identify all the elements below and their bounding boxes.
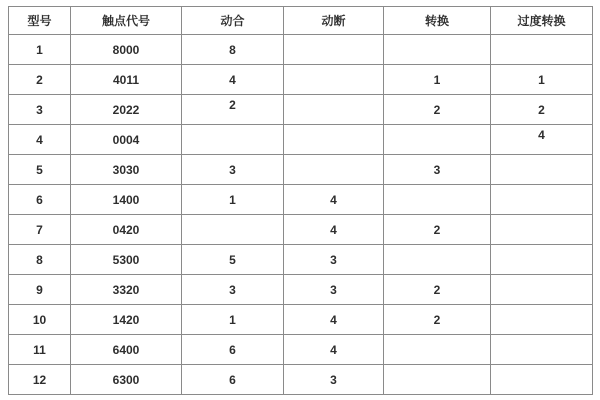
- table-cell: 11: [9, 335, 71, 365]
- table-cell: [284, 155, 384, 185]
- table-cell: 4: [284, 305, 384, 335]
- table-cell: 1: [9, 35, 71, 65]
- table-cell: 5: [182, 245, 284, 275]
- table-row: [9, 275, 593, 305]
- table-cell: 4: [284, 185, 384, 215]
- table-cell: 2: [384, 275, 491, 305]
- table-cell: 8: [182, 35, 284, 65]
- table-cell: 7: [9, 215, 71, 245]
- table-row: [9, 185, 593, 215]
- table-cell: 2: [384, 305, 491, 335]
- table-cell: [182, 125, 284, 155]
- table-cell: [491, 275, 593, 305]
- table-row: [9, 215, 593, 245]
- table-cell: [284, 125, 384, 155]
- table-cell: 3: [384, 155, 491, 185]
- table-cell: [384, 335, 491, 365]
- table-cell: 3: [284, 365, 384, 395]
- table-cell: [491, 155, 593, 185]
- table-cell: 1: [384, 65, 491, 95]
- table-cell: 2: [384, 215, 491, 245]
- table-cell: 9: [9, 275, 71, 305]
- header-model: 型号: [9, 7, 71, 35]
- table-cell: [384, 245, 491, 275]
- table-cell: [384, 35, 491, 65]
- table-cell: 10: [9, 305, 71, 335]
- table-cell: 0420: [71, 215, 182, 245]
- table-row: [9, 335, 593, 365]
- table-cell: [182, 215, 284, 245]
- table-body: [9, 35, 593, 395]
- table-cell: 5: [9, 155, 71, 185]
- table-cell: 0004: [71, 125, 182, 155]
- table-cell: 6300: [71, 365, 182, 395]
- table-cell: [491, 35, 593, 65]
- table-row: [9, 305, 593, 335]
- header-changeover: 转换: [384, 7, 491, 35]
- contact-table-container: [8, 6, 593, 395]
- table-cell: [284, 95, 384, 125]
- header-row: [9, 7, 593, 35]
- table-row: [9, 95, 593, 125]
- table-cell: 3320: [71, 275, 182, 305]
- table-cell: [491, 185, 593, 215]
- table-cell: 1: [182, 185, 284, 215]
- header-normally-closed: 动断: [284, 7, 384, 35]
- table-cell: [284, 65, 384, 95]
- table-row: [9, 365, 593, 395]
- table-cell: 1: [491, 65, 593, 95]
- header-normally-open: 动合: [182, 7, 284, 35]
- table-cell: 2: [9, 65, 71, 95]
- table-cell: [491, 305, 593, 335]
- table-cell: 4: [9, 125, 71, 155]
- table-row: [9, 245, 593, 275]
- table-cell: [284, 35, 384, 65]
- table-header: [9, 7, 593, 35]
- table-cell: 3: [9, 95, 71, 125]
- table-cell: 4: [491, 125, 593, 155]
- table-row: [9, 125, 593, 155]
- table-cell: 3: [284, 245, 384, 275]
- table-cell: 3: [182, 155, 284, 185]
- table-cell: 3: [284, 275, 384, 305]
- table-cell: [384, 185, 491, 215]
- header-transition-changeover: 过度转换: [491, 7, 593, 35]
- table-cell: [384, 365, 491, 395]
- table-cell: 8000: [71, 35, 182, 65]
- table-cell: 5300: [71, 245, 182, 275]
- table-cell: 6: [182, 335, 284, 365]
- table-cell: 2: [182, 95, 284, 125]
- table-cell: 6: [9, 185, 71, 215]
- table-cell: 4: [284, 335, 384, 365]
- table-cell: 3030: [71, 155, 182, 185]
- table-cell: 4: [284, 215, 384, 245]
- table-row: [9, 155, 593, 185]
- table-cell: 2: [384, 95, 491, 125]
- table-cell: 1: [182, 305, 284, 335]
- header-contact-code: 触点代号: [71, 7, 182, 35]
- table-cell: 2: [491, 95, 593, 125]
- table-cell: 12: [9, 365, 71, 395]
- table-row: [9, 35, 593, 65]
- contact-spec-table: [8, 6, 593, 395]
- table-cell: 1400: [71, 185, 182, 215]
- table-cell: 6: [182, 365, 284, 395]
- table-cell: [491, 335, 593, 365]
- table-row: [9, 65, 593, 95]
- table-cell: [491, 215, 593, 245]
- table-cell: 3: [182, 275, 284, 305]
- table-cell: 2022: [71, 95, 182, 125]
- table-cell: 4: [182, 65, 284, 95]
- table-cell: 4011: [71, 65, 182, 95]
- table-cell: [491, 365, 593, 395]
- table-cell: [384, 125, 491, 155]
- table-cell: 8: [9, 245, 71, 275]
- table-cell: [491, 245, 593, 275]
- table-cell: 1420: [71, 305, 182, 335]
- table-cell: 6400: [71, 335, 182, 365]
